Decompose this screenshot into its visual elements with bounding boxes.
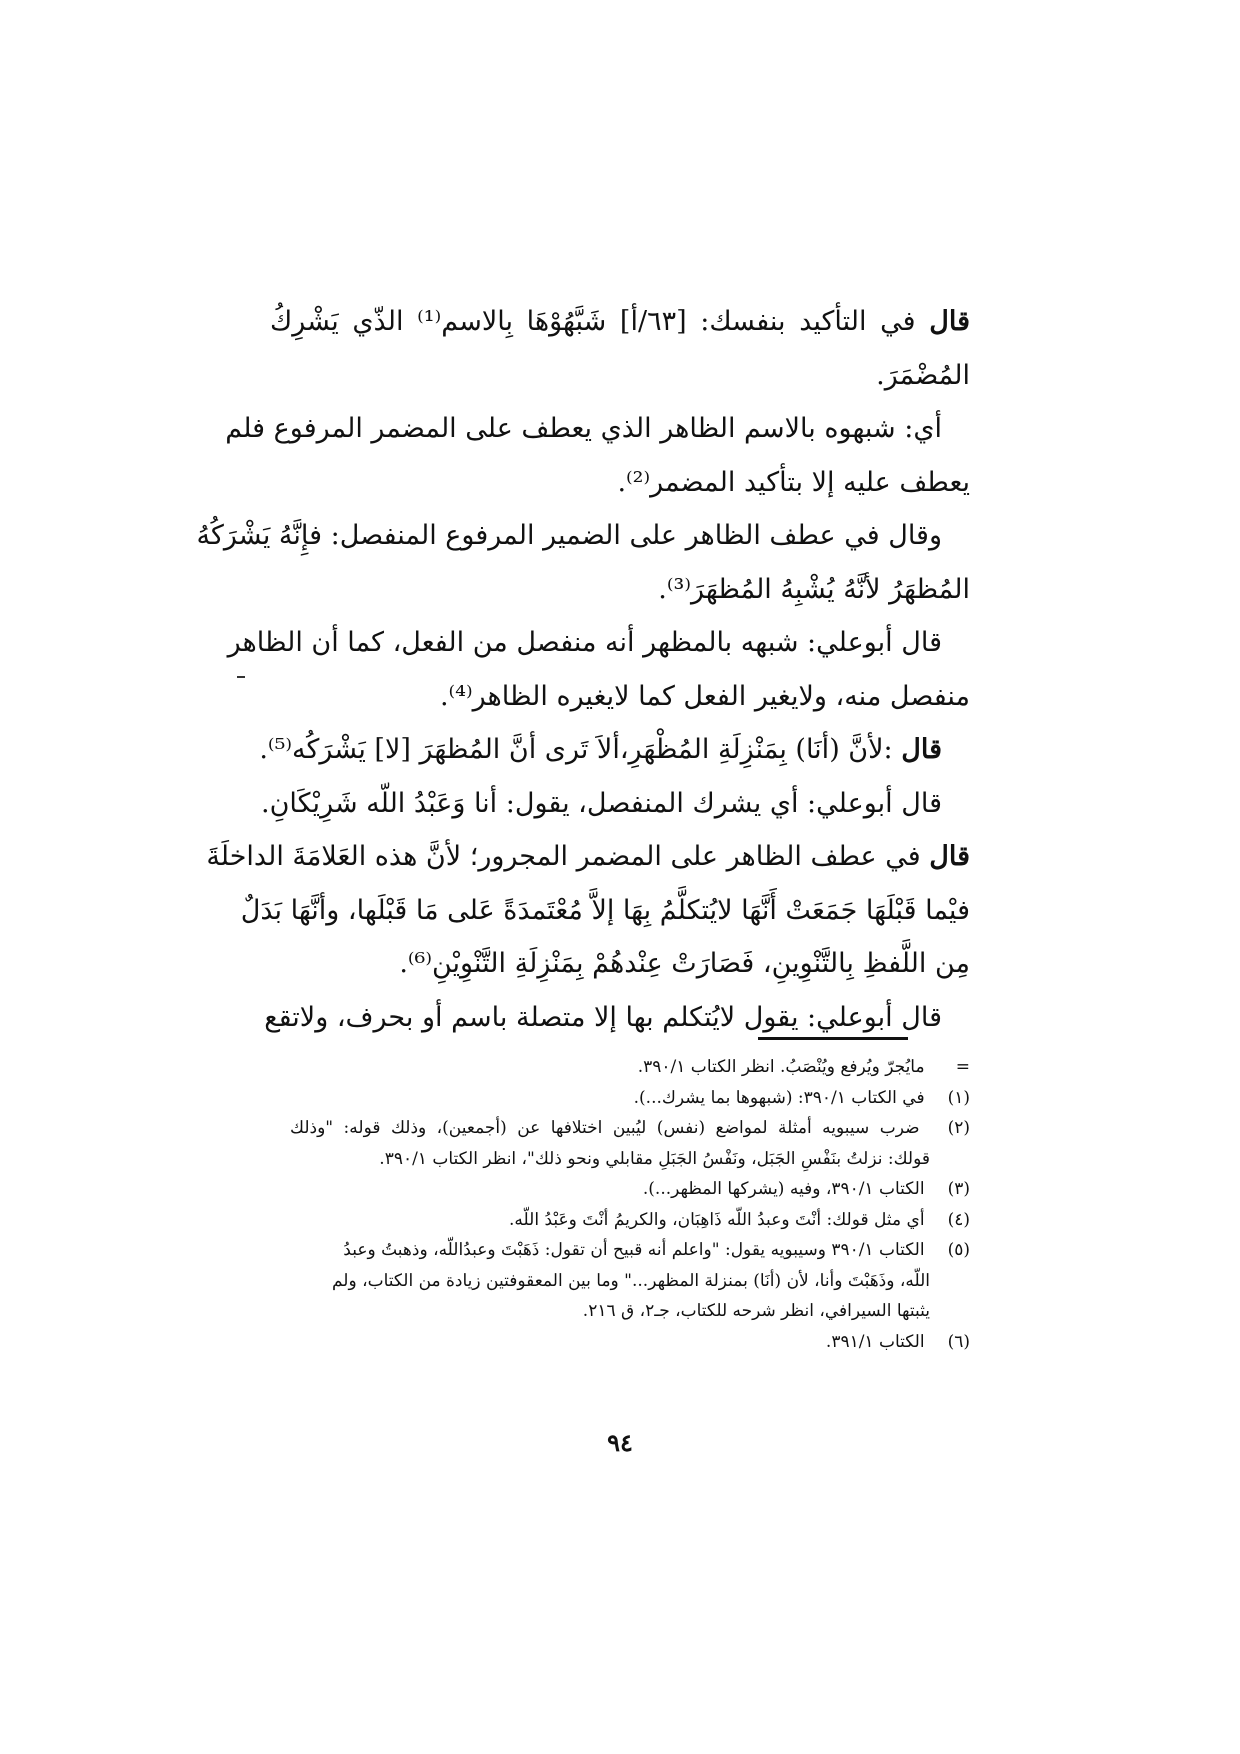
- text-line: مِن اللَّفظِ بِالتَّنْوِينِ، فَصَارَتْ عِنْدهُمْ بِمَنْزِلَةِ التَّنْوِيْنِ⁽⁶⁾.: [399, 948, 970, 979]
- keyword-qala: قال: [929, 841, 970, 872]
- footnote-number: (٢): [947, 1118, 970, 1138]
- text-line: وقال في عطف الظاهر على الضمير المرفوع المنفصل: فإِنَّهُ يَشْرَكُهُ: [196, 520, 942, 551]
- footnote-carryover: [290, 1052, 970, 1083]
- footnotes: [290, 1052, 970, 1357]
- text-line: يعطف عليه إلا بتأكيد المضمر⁽²⁾.: [617, 466, 970, 498]
- footnote-number: (٥): [947, 1240, 970, 1260]
- text-line: [206, 830, 970, 884]
- text-line: قال أبوعلي: أي يشرك المنفصل، يقول: أنا وَعَبْدُ اللّه شَرِيْكَانِ.: [261, 787, 942, 819]
- keyword-qala: قال: [929, 306, 970, 337]
- text-line: [270, 295, 970, 349]
- footnote-4: [290, 1205, 970, 1236]
- text-line: المُضْمَرَ.: [876, 359, 970, 391]
- footnote-5-cont: اللّه، وذَهَبْتَ وأنا، لأن (أنَا) بمنزلة المظهر..." وما بين المعقوفتين زيادة من الكتاب، ولم: [331, 1270, 930, 1291]
- footnote-number: (٤): [947, 1209, 970, 1230]
- footnote-text: مايُجرّ ويُرفع ويُنْصَبُ. انظر الكتاب ٣٩٠/١.: [637, 1057, 925, 1077]
- footnote-text: ضرب سيبويه أمثلة لمواضع (نفس) ليُبين اختلافها عن (أجمعين)، وذلك قوله: "وذلك: [290, 1118, 920, 1138]
- page-number: ٩٤: [607, 1428, 633, 1457]
- footnote-5-cont: يثبتها السيرافي، انظر شرحه للكتاب، جـ٢، ق ٢١٦.: [582, 1301, 930, 1321]
- footnote-5: [290, 1235, 970, 1266]
- text-line: قال أبوعلي: يقول لايُتكلم بها إلا متصلة باسم أو بحرف، ولاتقع: [264, 1001, 942, 1033]
- text-line: المُظهَرُ لأنَّهُ يُشْبِهُ المُظهَرَ⁽³⁾.: [658, 573, 970, 605]
- text-line: فيْما قَبْلَهَا جَمَعَتْ أَنَّهَا لايُتكلَّمُ بِهَا إلاَّ مُعْتَمدَةً عَلى مَا قَبْلَها، وأنَّهَا بَدَلٌ: [240, 894, 970, 926]
- footnote-text: الكتاب ٣٩٠/١ وسيبويه يقول: "واعلم أنه قبيح أن تقول: ذَهَبْتَ وعبدُاللّه، وذهبتُ وعبدُ: [343, 1240, 925, 1260]
- text-segment: في التأكيد بنفسك: [٦٣/أ] شَبَّهُوْهَا بِالاسم⁽¹⁾ الذّي يَشْرِكُ: [270, 306, 916, 337]
- text-line: منفصل منه، ولايغير الفعل كما لايغيره الظاهر⁽⁴⁾.: [439, 680, 970, 712]
- footnote-text: أي مثل قولك: أنْتَ وعبدُ اللّه ذَاهِبَان، والكريمُ أنْتَ وعَبْدُ اللّه.: [509, 1209, 925, 1230]
- footnote-number: (٦): [947, 1331, 970, 1352]
- footnote-6: [290, 1327, 970, 1358]
- text-line: [259, 723, 970, 777]
- scan-mark: [237, 676, 245, 678]
- footnote-marker: =: [955, 1057, 970, 1077]
- footnote-text: في الكتاب ٣٩٠/١: (شبهوها بما يشرك...).: [633, 1087, 925, 1108]
- text-segment: في عطف الظاهر على المضمر المجرور؛ لأنَّ هذه العَلامَةَ الداخلَةَ: [206, 841, 921, 872]
- footnote-number: (١): [947, 1087, 970, 1108]
- footnote-divider: [758, 1037, 908, 1040]
- footnote-1: [290, 1083, 970, 1114]
- text-line: قال أبوعلي: شبهه بالمظهر أنه منفصل من الفعل، كما أن الظاهر: [227, 627, 942, 658]
- footnote-number: (٣): [947, 1179, 970, 1199]
- footnote-3: [290, 1174, 970, 1205]
- footnote-text: الكتاب ٣٩٠/١، وفيه (يشركها المظهر...).: [642, 1179, 925, 1199]
- footnote-2: [290, 1113, 970, 1144]
- keyword-qala: قال: [901, 734, 942, 765]
- footnote-2-cont: قولك: نزلتُ بنَفْسِ الجَبَل، ونَفْسُ الجَبَلِ مقابلي ونحو ذلك"، انظر الكتاب ٣٩٠/١.: [379, 1148, 930, 1169]
- main-text: [196, 295, 970, 1044]
- text-line: أي: شبهوه بالاسم الظاهر الذي يعطف على المضمر المرفوع فلم: [225, 413, 942, 444]
- text-segment: :لأنَّ (أنَا) بِمَنْزِلَةِ المُظْهَرِ،ألاَ تَرى أنَّ المُظهَرَ [لا] يَشْرَكُه⁽⁵⁾.: [259, 734, 893, 765]
- footnote-text: الكتاب ٣٩١/١.: [825, 1331, 925, 1352]
